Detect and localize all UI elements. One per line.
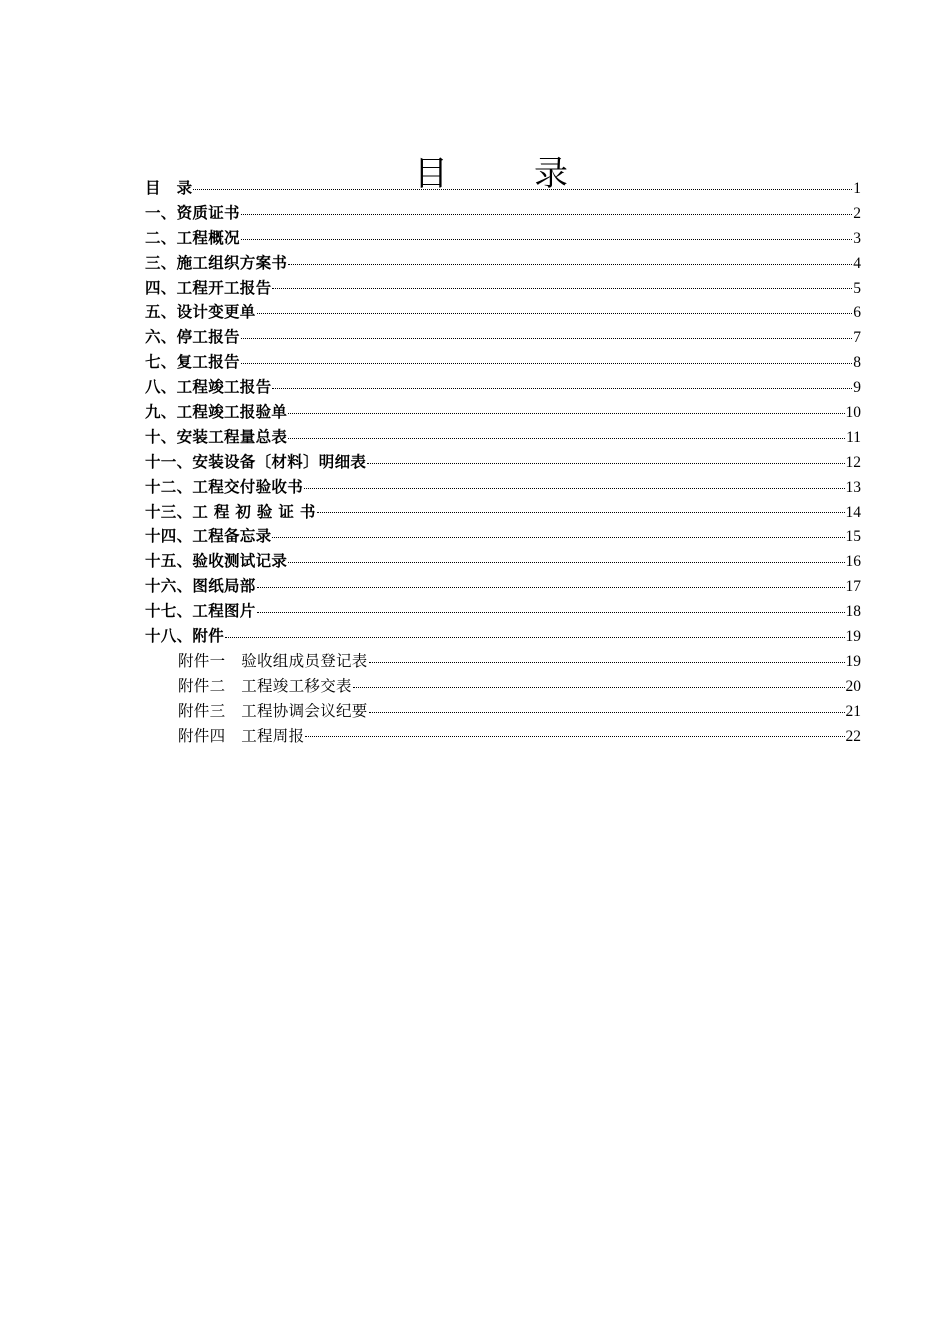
toc-entry[interactable] [145,674,861,699]
toc-entry[interactable] [145,500,861,525]
toc-dot-leader [353,686,845,688]
toc-page-number: 16 [845,553,861,571]
toc-dot-leader [257,586,845,588]
toc-page-number: 6 [853,304,861,322]
toc-dot-leader [304,487,844,489]
toc-dot-leader [257,611,845,613]
toc-page-number: 14 [845,503,861,521]
toc-page-number: 15 [845,528,861,546]
toc-page-number: 2 [853,204,861,222]
toc-dot-leader [369,661,845,663]
toc-dot-leader [257,312,853,314]
toc-dot-leader [317,511,845,513]
toc-entry-label: 二、工程概况 [145,227,240,247]
toc-entry[interactable] [145,400,861,425]
toc-entry[interactable] [145,549,861,574]
toc-entry-label: 十二、工程交付验收书 [145,476,304,496]
toc-entry[interactable] [145,599,861,624]
toc-entry-label: 四、工程开工报告 [145,277,272,297]
toc-page-number: 3 [853,229,861,247]
toc-entry[interactable] [145,251,861,276]
toc-dot-leader [367,462,844,464]
toc-dot-leader [272,536,844,538]
toc-dot-leader [241,238,852,240]
toc-entry[interactable] [145,201,861,226]
toc-dot-leader [288,412,844,414]
toc-entry[interactable] [145,649,861,674]
toc-entry-label: 九、工程竣工报验单 [145,402,288,422]
toc-page-number: 1 [853,180,861,197]
toc-entry-label: 十六、图纸局部 [145,576,256,596]
toc-entry[interactable] [145,300,861,325]
toc-page-number: 7 [853,329,861,347]
toc-entry[interactable] [145,574,861,599]
toc-page-number: 12 [845,453,861,471]
toc-entry-label: 三、施工组织方案书 [145,252,288,272]
toc-dot-leader [272,287,852,289]
toc-dot-leader [225,636,844,638]
toc-page-number: 21 [845,702,861,720]
toc-page-number: 9 [853,379,861,397]
toc-dot-leader [241,362,852,364]
toc-entry-label: 附件二 工程竣工移交表 [178,676,352,695]
toc-page-number: 10 [845,404,861,422]
toc-entry[interactable] [145,699,861,724]
toc-entry-label: 八、工程竣工报告 [145,377,272,397]
toc-page-number: 19 [845,628,861,646]
toc-entry[interactable] [145,276,861,301]
toc-dot-leader [369,711,845,713]
toc-dot-leader [241,337,852,339]
toc-entry[interactable] [145,724,861,749]
toc-entry[interactable] [145,325,861,350]
toc-page-number: 19 [845,652,861,670]
toc-page-number: 20 [845,677,861,695]
toc-page-number: 13 [845,478,861,496]
toc-entry-label: 一、资质证书 [145,202,240,222]
table-of-contents [145,176,861,748]
toc-entry[interactable] [145,350,861,375]
toc-page-number: 17 [845,578,861,596]
toc-page-number: 22 [845,727,861,745]
toc-page-number: 8 [853,354,861,372]
toc-entry-label: 十五、验收测试记录 [145,551,288,571]
toc-entry[interactable] [145,475,861,500]
toc-entry[interactable] [145,226,861,251]
toc-entry[interactable] [145,624,861,649]
toc-dot-leader [241,213,852,215]
toc-entry-label: 十七、工程图片 [145,601,256,621]
toc-entry-label: 五、设计变更单 [145,302,256,322]
toc-entry-label: 十四、工程备忘录 [145,526,272,546]
toc-entry-label: 十一、安装设备〔材料〕明细表 [145,451,367,471]
toc-dot-leader [305,735,844,737]
toc-entry-label: 十、安装工程量总表 [145,426,288,446]
toc-dot-leader [272,387,852,389]
toc-page-number: 18 [845,603,861,621]
toc-entry-label: 十八、附件 [145,626,225,646]
toc-entry-label: 六、停工报告 [145,327,240,347]
toc-dot-leader [288,437,845,439]
toc-entry[interactable] [145,375,861,400]
toc-entry[interactable] [145,425,861,450]
toc-entry[interactable] [145,176,861,201]
toc-dot-leader [288,561,844,563]
toc-entry-label: 七、复工报告 [145,352,240,372]
toc-entry-label: 附件四 工程周报 [178,726,305,745]
toc-entry-label: 目 录 [145,178,193,197]
toc-entry-label: 十三、工 程 初 验 证 书 [145,501,316,521]
toc-page-number: 5 [853,279,861,297]
toc-entry[interactable] [145,450,861,475]
toc-entry[interactable] [145,524,861,549]
page-title: 目 录 [414,153,594,194]
toc-entry-label: 附件三 工程协调会议纪要 [178,701,368,720]
toc-dot-leader [193,188,852,190]
toc-dot-leader [288,263,852,265]
toc-page-number: 4 [853,254,861,272]
toc-entry-label: 附件一 验收组成员登记表 [178,651,368,670]
toc-page-number: 11 [846,428,861,446]
